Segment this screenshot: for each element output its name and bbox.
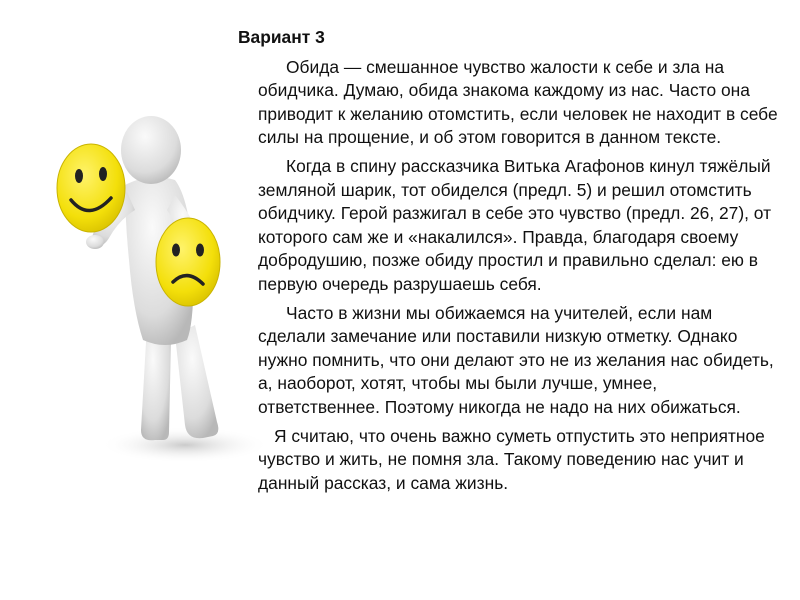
ground-shadow (100, 427, 270, 463)
essay-paragraph-3: Часто в жизни мы обижаемся на учителей, если нам сделали замечание или поставили низкую отметку. Однако нужно помнить, что они делают это не из желания нас обидеть, а, наоборот, хотят, чтобы мы были лучше, умнее, ответственнее. Поэтому никогда не надо на них обижаться. (258, 302, 774, 417)
head (121, 116, 181, 184)
essay-paragraph-1: Обида — смешанное чувство жалости к себе и зла на обидчика. Думаю, обида знакома каждому из нас. Часто она приводит к желанию отомстить, если человек не находит в себе силы на прощение, и об этом говорится в данном тексте. (258, 56, 778, 148)
essay-heading: Вариант 3 (238, 27, 325, 47)
person-with-masks-illustration (55, 110, 275, 470)
essay-paragraph-2: Когда в спину рассказчика Витька Агафонов кинул тяжёлый земляной шарик, тот обиделся (предл. 5) и решил отомстить обидчику. Герой разжигал в себе это чувство (предл. 26, 27), от которого сам же и «накалился». Правда, благодаря своему добродушию, позже обиду простил и правильно сделал: ею в первую очередь разрушаешь себя. (258, 155, 772, 294)
sad-face-icon (156, 218, 220, 306)
essay-paragraph-4: Я считаю, что очень важно суметь отпустить это неприятное чувство и жить, не помня зла. Такому поведению нас учит и данный рассказ, и сама жизнь. (258, 425, 765, 493)
left-hand (86, 235, 104, 249)
smiley-face-icon (57, 144, 125, 232)
essay-text (238, 26, 778, 500)
